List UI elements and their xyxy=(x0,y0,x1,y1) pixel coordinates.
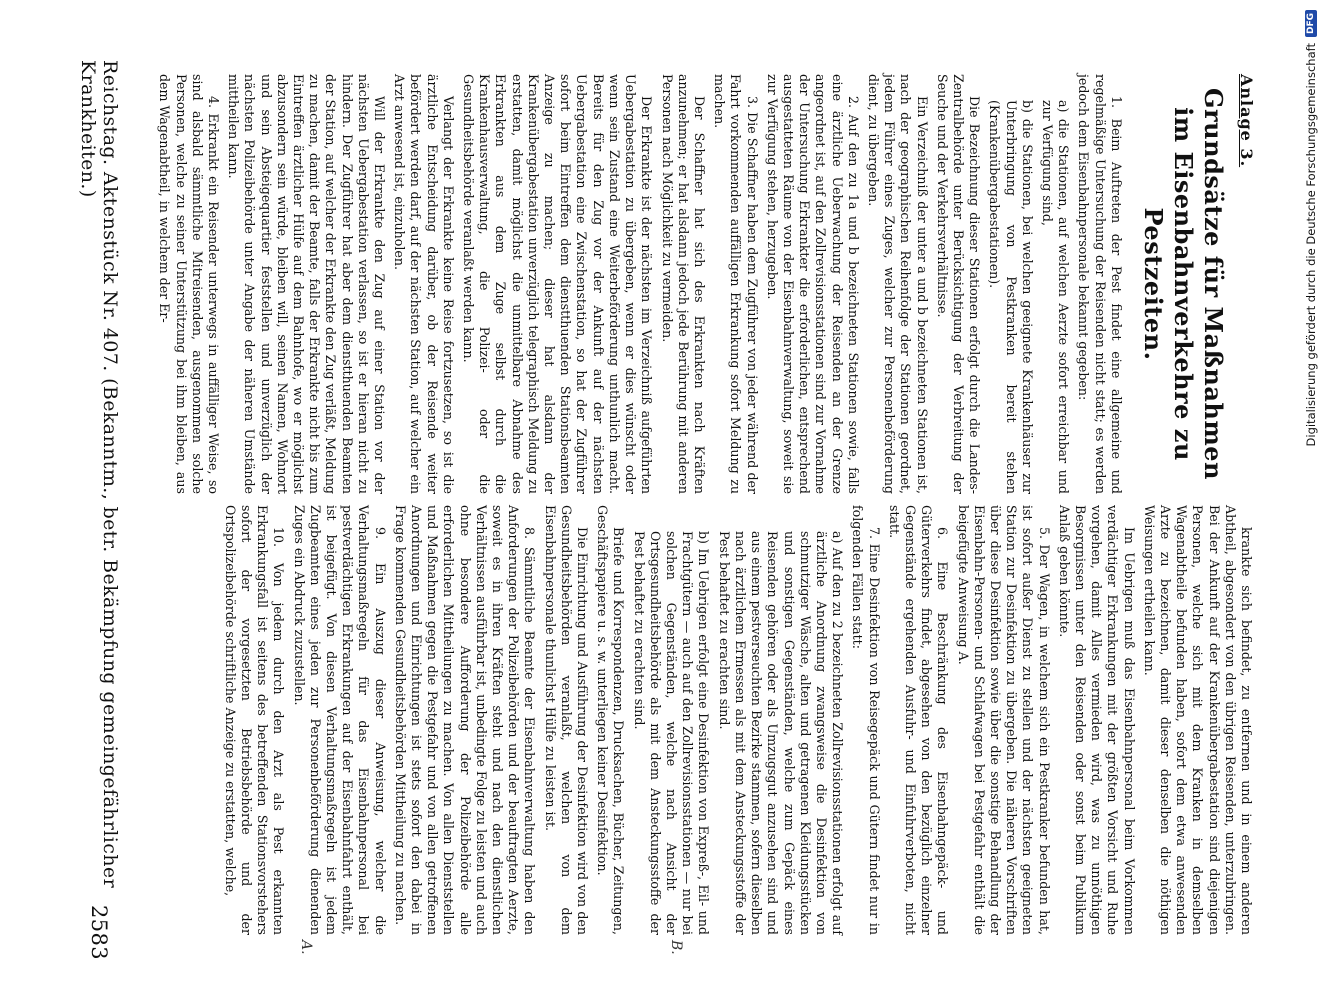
paragraph: krankte sich befindet, zu entfernen und in einem anderen Abtheil, abgesondert von den übrigen Reisenden, unterzubringen. Bei der Ankunft auf der Krankenübergabestation sind diejenigen Personen, welche sich mit dem Kranken in demselben Wagenabtheile befunden haben, sofort dem etwa anwesenden Arzte zu bezeichnen, damit dieser denselben die nöthigen Weisungen ertheilen kann. xyxy=(1141,505,1254,935)
paragraph: Verlangt der Erkrankte keine Reise fortzusetzen, so ist die ärztliche Entscheidung darüber, ob der Reisende weiter befördert werden darf, auf der nächsten Station, auf welcher ein Arzt anwesend ist, einzuholen. xyxy=(392,74,456,494)
paragraph: Ein Verzeichniß der unter a und b bezeichneten Stationen ist, nach der geographischen Reihenfolge der Stationen geordnet, jedem Führer eines Zuges, welcher zur Personenbeförderung dient, zu übergeben. xyxy=(865,74,930,494)
paragraph: Der Schaffner hat sich des Erkrankten nach Kräften anzunehmen; er hat alsdann jedoch jede Berührung mit anderen Personen nach Möglichkeit zu vermeiden. xyxy=(659,74,707,494)
paragraph: 4. Erkrankt ein Reisender unterwegs in auffälliger Weise, so sind alsbald sämmtliche Mitreisenden, ausgenommen solche Personen, welche zu seiner Unterstützung bei ihm bleiben, aus dem Wagenabtheil, in welchem der Er- xyxy=(157,74,222,494)
paragraph: 8. Sämmtliche Beamte der Eisenbahnverwaltung haben den Anforderungen der Polizeibehörden und der beauftragten Aerzte, soweit es in ihren Kräften steht und nach den dienstlichen Verhältnissen ausführbar ist, unbedingte Folge zu leisten und auch ohne besondere Aufforderung der Polizeibehörde alle erforderlichen Mittheilungen zu machen. Von allen Dienststellen und Maßnahmen gegen die Pestgefahr und von allen getroffenen Anordnungen und Einrichtungen ist stets sofort den dabei in Frage kommenden Gesundheitsbehörden Mittheilung zu machen. xyxy=(392,505,538,935)
right-paragraphs xyxy=(222,505,1254,935)
paragraph: a) die Stationen, auf welchen Aerzte sofort erreichbar und zur Verfügung sind, xyxy=(1039,100,1072,494)
margin-mark-a: A. xyxy=(298,940,314,955)
paragraph: b) die Stationen, bei welchen geeignete Krankenhäuser zur Unterbringung von Pestkranken bereit stehen (Krankenübergabestationen). xyxy=(987,100,1035,494)
paragraph: Will der Erkrankte den Zug auf einer Station vor der nächsten Uebergabestation verlassen, so ist er hieran nicht zu hindern. Der Zugführer hat aber dem dienstthuenden Beamten der Station, auf welcher der Erkrankte den Zug verläßt, Meldung zu machen, damit der Beamte, falls der Erkrankte nicht bis zum Eintreffen ärztlicher Hülfe auf dem Bahnhofe, wo er möglichst abzusondern sein würde, bleiben will, seinen Namen, Wohnort und sein Absteigequartier feststellen und unverzüglich der nächsten Polizeibehörde unter Angabe der näheren Umstände mittheilen kann. xyxy=(226,74,388,494)
paragraph: 7. Eine Desinfektion von Reisegepäck und Gütern findet nur in folgenden Fällen statt: xyxy=(850,505,882,935)
digitization-text: Digitalisierung gefördert durch die Deutsche Forschungsgemeinschaft xyxy=(1304,43,1318,447)
paragraph: a) Auf den zu 2 bezeichneten Zollrevisionsstationen erfolgt auf ärztliche Anordnung zwangsweise die Desinfektion von schmutziger Wäsche, alten und getragenen Kleidungsstücken und sonstigen Gegenständen, welche zum Gepäck eines Reisenden gehören oder als Umzugsgut anzusehen sind und aus einem pestverseuchten Bezirke stammen, sofern dieselben nach ärztlichem Ermessen als mit dem Ansteckungsstoffe der Pest behaftet zu erachten sind. xyxy=(716,531,846,935)
margin-mark-b: B. xyxy=(668,940,684,955)
left-column xyxy=(134,74,1254,494)
right-column xyxy=(134,505,1254,935)
document-title: Grundsätze für Maßnahmen im Eisenbahnverkehre zu Pestzeiten. xyxy=(1138,88,1228,480)
paragraph: 2. Auf den zu 1a und b bezeichneten Stationen sowie, falls eine ärztliche Ueberwachung der Reisenden an der Grenze angeordnet ist, auf den Zollrevisionsstationen sind zur Vornahme der Untersuchung Erkrankter die erforderlichen, entsprechend ausgestatteten Räume von der Eisenbahnverwaltung, soweit sie zur Verfügung stehen, herzugeben. xyxy=(764,74,861,494)
paragraph: Der Erkrankte ist der nächsten im Verzeichniß aufgeführten Uebergabestation zu übergeben, wenn er dies wünscht oder wenn sein Zustand eine Weiterbeförderung unthunlich macht. Bereits für den Zug vor der Ankunft auf der nächsten Uebergabestation eine Zwischenstation, so hat der Zugführer sofort beim Eintreffen dem dienstthuenden Stationsbeamten Anzeige zu machen; dieser hat alsdann der Krankenübergabestation unverzüglich telegraphisch Meldung zu erstatten, damit möglichst die unmittelbare Abnahme des Erkrankten aus dem Zuge selbst durch die Krankenhausverwaltung, die Polizei- oder die Gesundheitsbehörde veranlaßt werden kann. xyxy=(461,74,655,494)
paragraph: 5. Der Wagen, in welchem sich ein Pestkranker befunden hat, ist sofort außer Dienst zu stellen und der nächsten geeigneten Station zur Desinfektion zu übergeben. Die näheren Vorschriften über diese Desinfektion sowie über die sonstige Behandlung der Eisenbahn-Personen- und Schlafwagen bei Pestgefahr enthält die beigefügte Anweisung A. xyxy=(955,505,1052,935)
paragraph: Die Einrichtung und Ausführung der Desinfektion wird von den Gesundheitsbehörden veranlaßt, welchen von dem Eisenbahnpersonale thunlichst Hülfe zu leisten ist. xyxy=(542,505,591,935)
paragraph: 9. Ein Auszug dieser Anweisung, welcher die Verhaltungsmaßregeln für das Eisenbahnpersonal bei pestverdächtigen Erkrankungen auf der Eisenbahnfahrt enthält, ist beigefügt. Von diesen Verhaltungsmaßregeln ist jedem Zugbeamten eines jeden zur Personenbeförderung dienenden Zuges ein Abdruck zuzustellen. xyxy=(291,505,388,935)
running-head-text: Reichstag. Aktenstück Nr. 407. (Bekanntm., betr. Bekämpfung gemeingefährlicher Krankheiten.) xyxy=(77,60,121,889)
left-paragraphs xyxy=(156,74,1124,494)
digitization-footer xyxy=(1298,0,1324,1000)
paragraph: Briefe und Korrespondenzen, Drucksachen, Bücher, Zeitungen, Geschäftspapiere u. s. w. unterliegen keiner Desinfektion. xyxy=(595,505,627,935)
running-head xyxy=(79,60,119,960)
appendix-label: Anlage 3. xyxy=(1237,74,1256,168)
paragraph: 3. Die Schaffner haben dem Zugführer von jeder während der Fahrt vorkommenden auffälligen Erkrankung sofort Meldung zu machen. xyxy=(712,74,760,494)
paragraph: b) Im Uebrigen erfolgt eine Desinfektion von Expreß-, Eil- und Frachtgütern — auch auf den Zollrevisionsstationen — nur bei solchen Gegenständen, welche nach Ansicht der Ortsgesundheitsbehörde als mit dem Ansteckungsstoffe der Pest behaftet zu erachten sind. xyxy=(631,531,712,935)
paragraph: 6. Eine Beschränkung des Eisenbahngepäck- und Güterverkehrs findet, abgesehen von den bezüglich einzelner Gegenstände ergehenden Ausfuhr- und Einfuhrverboten, nicht statt. xyxy=(886,505,951,935)
page-number: 2583 xyxy=(87,904,111,960)
paragraph: Im Uebrigen muß das Eisenbahnpersonal beim Vorkommen verdächtiger Erkrankungen mit der größten Vorsicht und Ruhe vorgehen, damit Alles vermieden wird, was zu unnöthigen Besorgnissen unter den Reisenden oder sonst beim Publikum Anlaß geben könnte. xyxy=(1056,505,1137,935)
paragraph: Die Bezeichnung dieser Stationen erfolgt durch die Landes-Zentralbehörde unter Berücksichtigung der Verbreitung der Seuche und der Verkehrsverhältnisse. xyxy=(934,74,983,494)
paragraph: 1. Beim Auftreten der Pest findet eine allgemeine und regelmäßige Untersuchung der Reisenden nicht statt; es werden jedoch dem Eisenbahnpersonale bekannt gegeben: xyxy=(1076,74,1124,494)
paragraph: 10. Von jedem durch den Arzt als Pest erkannten Erkrankungsfall ist seitens des betreffenden Stationsvorstehers sofort der vorgesetzten Betriebsbehörde und der Ortspolizeibehörde schriftliche Anzeige zu erstatten, welche, xyxy=(222,505,287,935)
dfg-logo: DFG xyxy=(1305,10,1317,37)
